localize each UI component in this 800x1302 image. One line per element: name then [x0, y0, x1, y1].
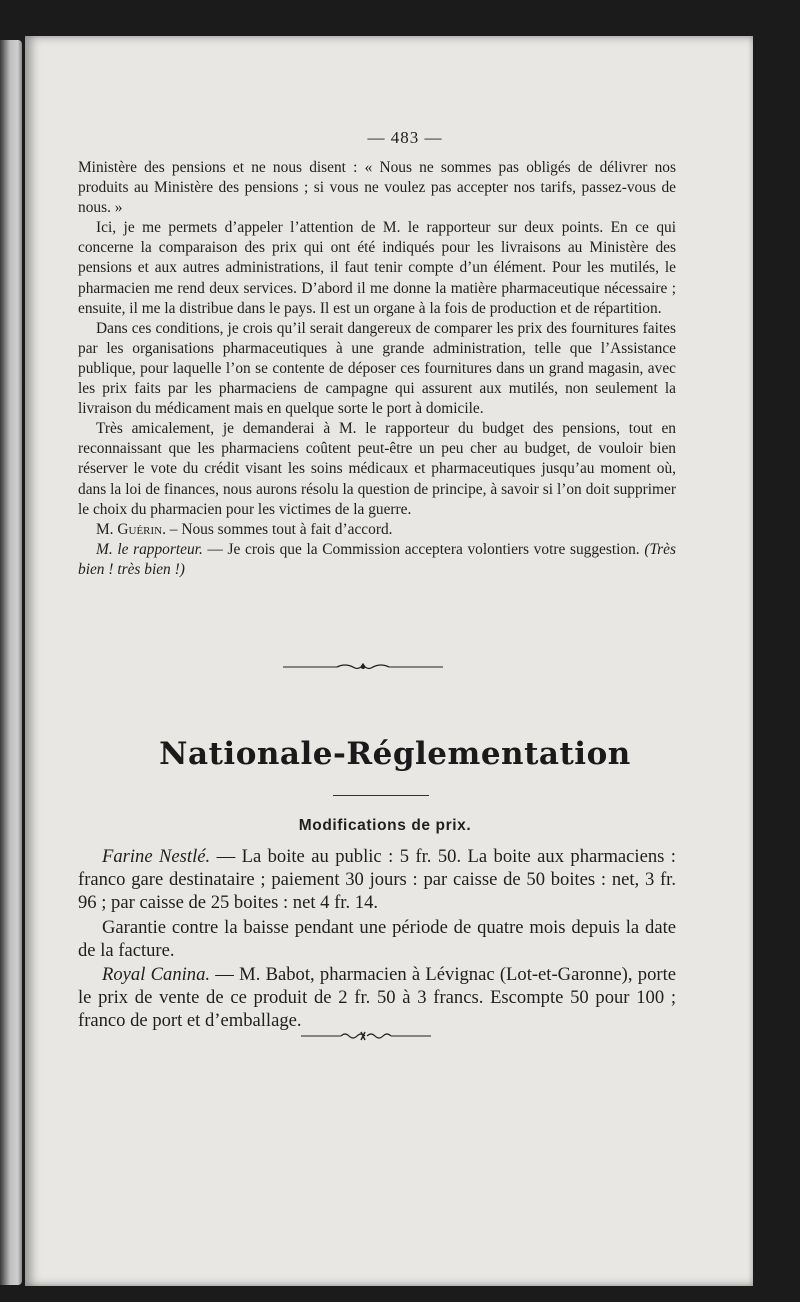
speaker-text: — Je crois que la Commission acceptera volontiers votre suggestion.	[202, 540, 640, 558]
speaker-text: – Nous sommes tout à fait d’accord.	[165, 520, 393, 538]
paragraph: Ici, je me permets d’appeler l’attention de M. le rapporteur sur deux points. En ce qui concerne la comparaison des prix qui ont été indiqués pour les livraisons au Ministère des pensions et aux autres administrations, il faut tenir compte d’un élément. Pour les mutilés, le pharmacien me rend deux services. D’abord il me donne la matière pharmaceutique nécessaire ; ensuite, il me la distribue dans le pays. Il est un organe à la fois de production et de répartition.	[78, 219, 676, 317]
closing-ornament	[301, 1031, 431, 1041]
paragraph: Ministère des pensions et ne nous disent : « Nous ne sommes pas obligés de délivrer nos produits au Ministère des pensions ; si vous ne voulez pas accepter nos tarifs, passez-vous de nous. »	[78, 159, 676, 217]
entry-text: Garantie contre la baisse pendant une période de quatre mois depuis la date de la facture.	[78, 916, 676, 961]
price-notes	[78, 845, 676, 1034]
speaker-line-rapporteur	[78, 540, 676, 580]
product-name: Royal Canina.	[102, 964, 211, 986]
previous-page-edge	[0, 40, 22, 1285]
entry	[78, 845, 676, 915]
entry	[78, 916, 676, 962]
page-number: — 483 —	[367, 128, 443, 147]
section-title: Nationale-Réglementation	[159, 736, 631, 772]
entry-text: — La boite au public : 5 fr. 50. La boite aux pharmaciens : franco gare destinataire ; paiement 30 jours : par caisse de 50 boites : net, 3 fr. 96 ; par caisse de 25 boites : net 4 fr. 14.	[78, 846, 676, 914]
speaker-name: M. Guérin.	[96, 520, 166, 538]
product-name: Farine Nestlé.	[102, 846, 211, 867]
speaker-line-guerin	[78, 520, 676, 540]
title-rule	[333, 795, 429, 796]
speaker-name: M. le rapporteur.	[96, 540, 203, 558]
book-page	[25, 36, 753, 1286]
debate-text	[78, 158, 676, 580]
paragraph: Dans ces conditions, je crois qu’il serait dangereux de comparer les prix des fournitures faites par les organisations pharmaceutiques à une grande administration, telle que l’Assistance publique, pour laquelle l’on se contente de déposer ces fournitures dans un grand magasin, avec les prix faits par les pharmaciens de campagne qui assurent aux mutilés, non seulement la livraison du médicament mais en quelque sorte le port à domicile.	[78, 319, 676, 418]
subsection-title: Modifications de prix.	[298, 817, 472, 834]
entry	[78, 963, 676, 1033]
entry-text: — M. Babot, pharmacien à Lévignac (Lot-et-Garonne), porte le prix de vente de ce produit de 2 fr. 50 à 3 francs. Escompte 50 pour 100 ; franco de port et d’emballage.	[78, 964, 676, 1032]
applause-note: (Très bien ! très bien !)	[78, 540, 676, 578]
paragraph: Très amicalement, je demanderai à M. le rapporteur du budget des pensions, tout en reconnaissant que les pharmaciens coûtent peut-être un peu cher au budget, de vouloir bien réserver le vote du crédit visant les soins médicaux et pharmaceutiques jusqu’au moment où, dans la loi de finances, nous aurons résolu la question de principe, à savoir si l’on doit supprimer le choix du pharmacien pour les victimes de la guerre.	[78, 420, 676, 518]
ornament-divider	[283, 661, 443, 673]
